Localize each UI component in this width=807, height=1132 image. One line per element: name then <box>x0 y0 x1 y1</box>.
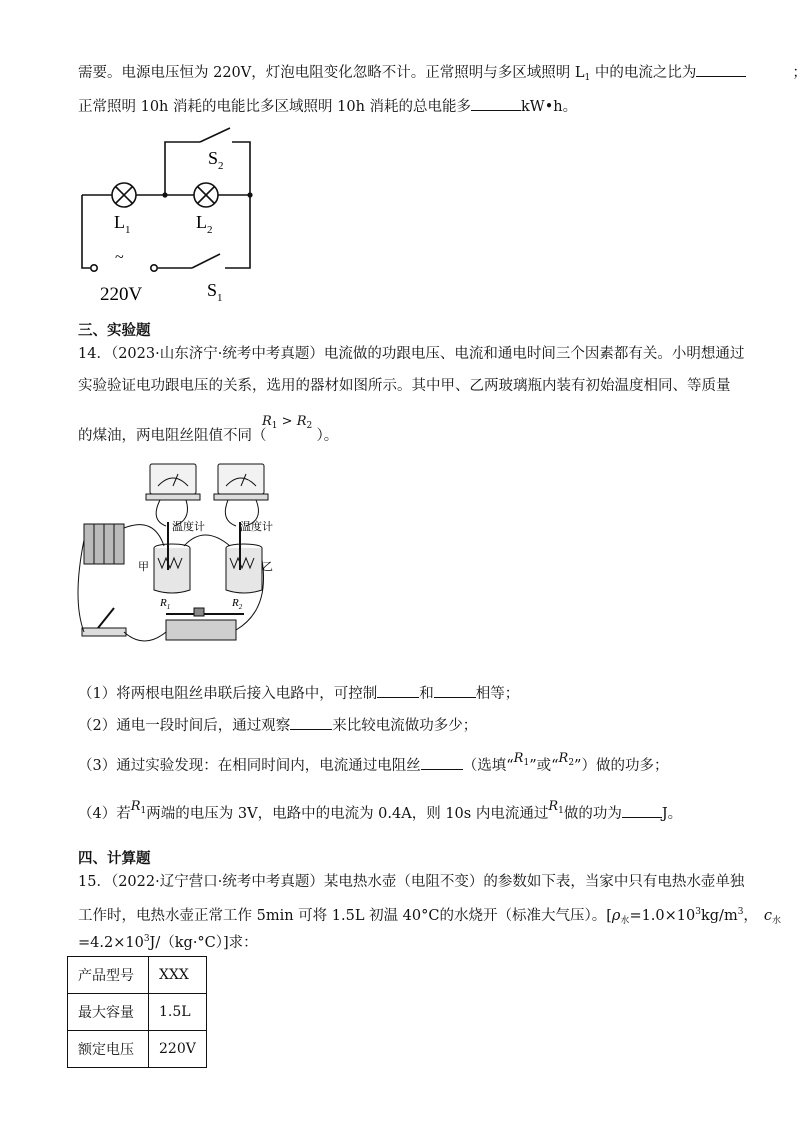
switch <box>82 628 126 636</box>
table-value: 1.5L <box>149 994 207 1031</box>
ac-symbol: ~ <box>115 249 124 266</box>
subscript: 1 <box>584 73 591 83</box>
wire <box>78 540 84 632</box>
table-value: 220V <box>149 1031 207 1068</box>
terminal <box>151 265 157 271</box>
junction-dot <box>247 192 252 197</box>
intro-text: 中的电流之比为 <box>590 65 697 81</box>
option-r1: $R_1$ <box>513 751 530 768</box>
q15-text: J/（kg·°C）]求： <box>149 934 258 951</box>
answer-blank[interactable] <box>377 683 419 698</box>
q14-part-4 <box>78 799 683 829</box>
q15-line-2 <box>78 902 781 931</box>
symbol-rho: ρ <box>611 907 621 924</box>
meter-right <box>218 464 264 494</box>
q14-text: （3）通过实验发现：在相同时间内，电流通过电阻丝 <box>78 758 421 774</box>
wire <box>124 632 166 641</box>
superscript: 3 <box>695 907 701 917</box>
intro-text: 正常照明 10h 消耗的电能比多区域照明 10h 消耗的总电能多 <box>78 99 472 115</box>
section-heading: 四、计算题 <box>78 851 151 867</box>
thermometer-right-label: 温度计 <box>240 521 273 533</box>
q14-text: 的煤油，两电阻丝阻值不同（ <box>78 428 267 444</box>
switch-s2-blade <box>200 128 230 142</box>
option-r2: $R_2$ <box>558 751 575 768</box>
intro-text: 需要。电源电压恒为 220V，灯泡电阻变化忽略不计。正常照明与多区域照明 L <box>78 65 585 81</box>
label-s2: $S_2$ <box>208 148 224 172</box>
q14-text: 和 <box>419 686 434 702</box>
rheostat <box>166 620 236 640</box>
r1-label: $R_1$ <box>160 597 171 611</box>
experiment-figure <box>74 460 274 660</box>
q14-line-2: 实验验证电功跟电压的关系，选用的器材如图所示。其中甲、乙两玻璃瓶内装有初始温度相同、等质量 <box>78 378 731 394</box>
q14-text: ”或“ <box>529 758 559 774</box>
jar-left <box>154 548 190 593</box>
table-key: 产品型号 <box>68 957 149 994</box>
q14-text: 两端的电压为 3V，电路中的电流为 0.4A，则 10s 内电流通过 <box>146 806 549 822</box>
symbol-c: c <box>763 907 773 924</box>
terminal <box>91 265 97 271</box>
q15-line-3 <box>78 929 258 953</box>
q14-text: 做的功为 <box>563 806 622 822</box>
q14-text: （1）将两根电阻丝串联后接入电路中，可控制 <box>78 686 378 702</box>
table-key: 最大容量 <box>68 994 149 1031</box>
q14-part-3 <box>78 751 669 781</box>
q15-text: =1.0×10 <box>629 907 696 924</box>
answer-blank[interactable] <box>421 755 463 770</box>
thermometer-left-label: 温度计 <box>172 521 205 533</box>
q14-text: 来比较电流做功多少； <box>332 718 478 734</box>
label-s1: $S_1$ <box>207 280 223 304</box>
q14-line-1: 14．（2023·山东济宁·统考中考真题）电流做的功跟电压、电流和通电时间三个因素都有关。小明想通过 <box>78 346 745 362</box>
intro-line-1 <box>78 62 807 88</box>
wire <box>184 535 230 546</box>
q14-text: J。 <box>661 806 683 822</box>
jar-right <box>226 548 262 593</box>
answer-blank[interactable] <box>622 803 662 818</box>
answer-blank[interactable] <box>290 715 332 730</box>
answer-blank[interactable] <box>471 96 521 111</box>
q14-text: ）。 <box>316 428 339 444</box>
table-row <box>68 994 207 1031</box>
subscript: 水 <box>620 915 630 926</box>
table-value: XXX <box>149 957 207 994</box>
q14-text: ”）做的功多； <box>574 758 669 774</box>
junction-dot <box>162 192 167 197</box>
subscript: 水 <box>772 915 782 926</box>
q15-text: kg/m <box>700 907 738 924</box>
wire <box>232 142 250 195</box>
punctuation: ； <box>792 65 807 81</box>
q14-text: （4）若 <box>78 806 131 822</box>
q14-part-1 <box>78 683 519 704</box>
superscript: 3 <box>143 934 150 944</box>
q14-text: （2）通电一段时间后，通过观察 <box>78 718 291 734</box>
punctuation: ， <box>743 907 758 924</box>
wire <box>82 195 90 268</box>
answer-blank[interactable] <box>434 683 476 698</box>
q15-text: =4.2×10 <box>78 934 144 951</box>
symbol-r1: $R_1$ <box>548 799 564 816</box>
table-row <box>68 1031 207 1068</box>
answer-blank[interactable] <box>696 62 746 77</box>
intro-line-2 <box>78 96 577 117</box>
circuit-diagram <box>70 118 270 308</box>
meter-left <box>150 464 196 494</box>
relation-r1-gt-r2: $R_1 > R_2$ <box>262 414 313 431</box>
section-heading: 三、实验题 <box>78 323 151 339</box>
table-key: 额定电压 <box>68 1031 149 1068</box>
wire <box>165 142 200 195</box>
r2-label: $R_2$ <box>232 597 243 611</box>
label-l1: $L_1$ <box>114 212 131 236</box>
intro-text: kW•h。 <box>521 99 578 115</box>
jar-right-label: 乙 <box>262 561 273 573</box>
superscript: 3 <box>737 907 744 917</box>
q15-text: 工作时，电热水壶正常工作 5min 可将 1.5L 初温 40°C的水烧开（标准大气压）。[ <box>78 907 612 924</box>
switch-s1-blade <box>192 254 220 268</box>
symbol-r1: $R_1$ <box>130 799 147 816</box>
parameter-table <box>67 956 207 1068</box>
q15-line-1: 15．（2022·辽宁营口·统考中考真题）某电热水壶（电阻不变）的参数如下表，当家中只有电热水壶单独 <box>78 874 745 890</box>
q14-part-2 <box>78 715 477 736</box>
jar-left-label: 甲 <box>138 561 149 573</box>
wire <box>124 525 164 546</box>
wire <box>225 195 250 268</box>
q14-text: 相等； <box>475 686 520 702</box>
table-row <box>68 957 207 994</box>
label-voltage: 220V <box>100 284 143 305</box>
q14-text: （选填“ <box>462 758 514 774</box>
label-l2: $L_2$ <box>196 212 213 236</box>
